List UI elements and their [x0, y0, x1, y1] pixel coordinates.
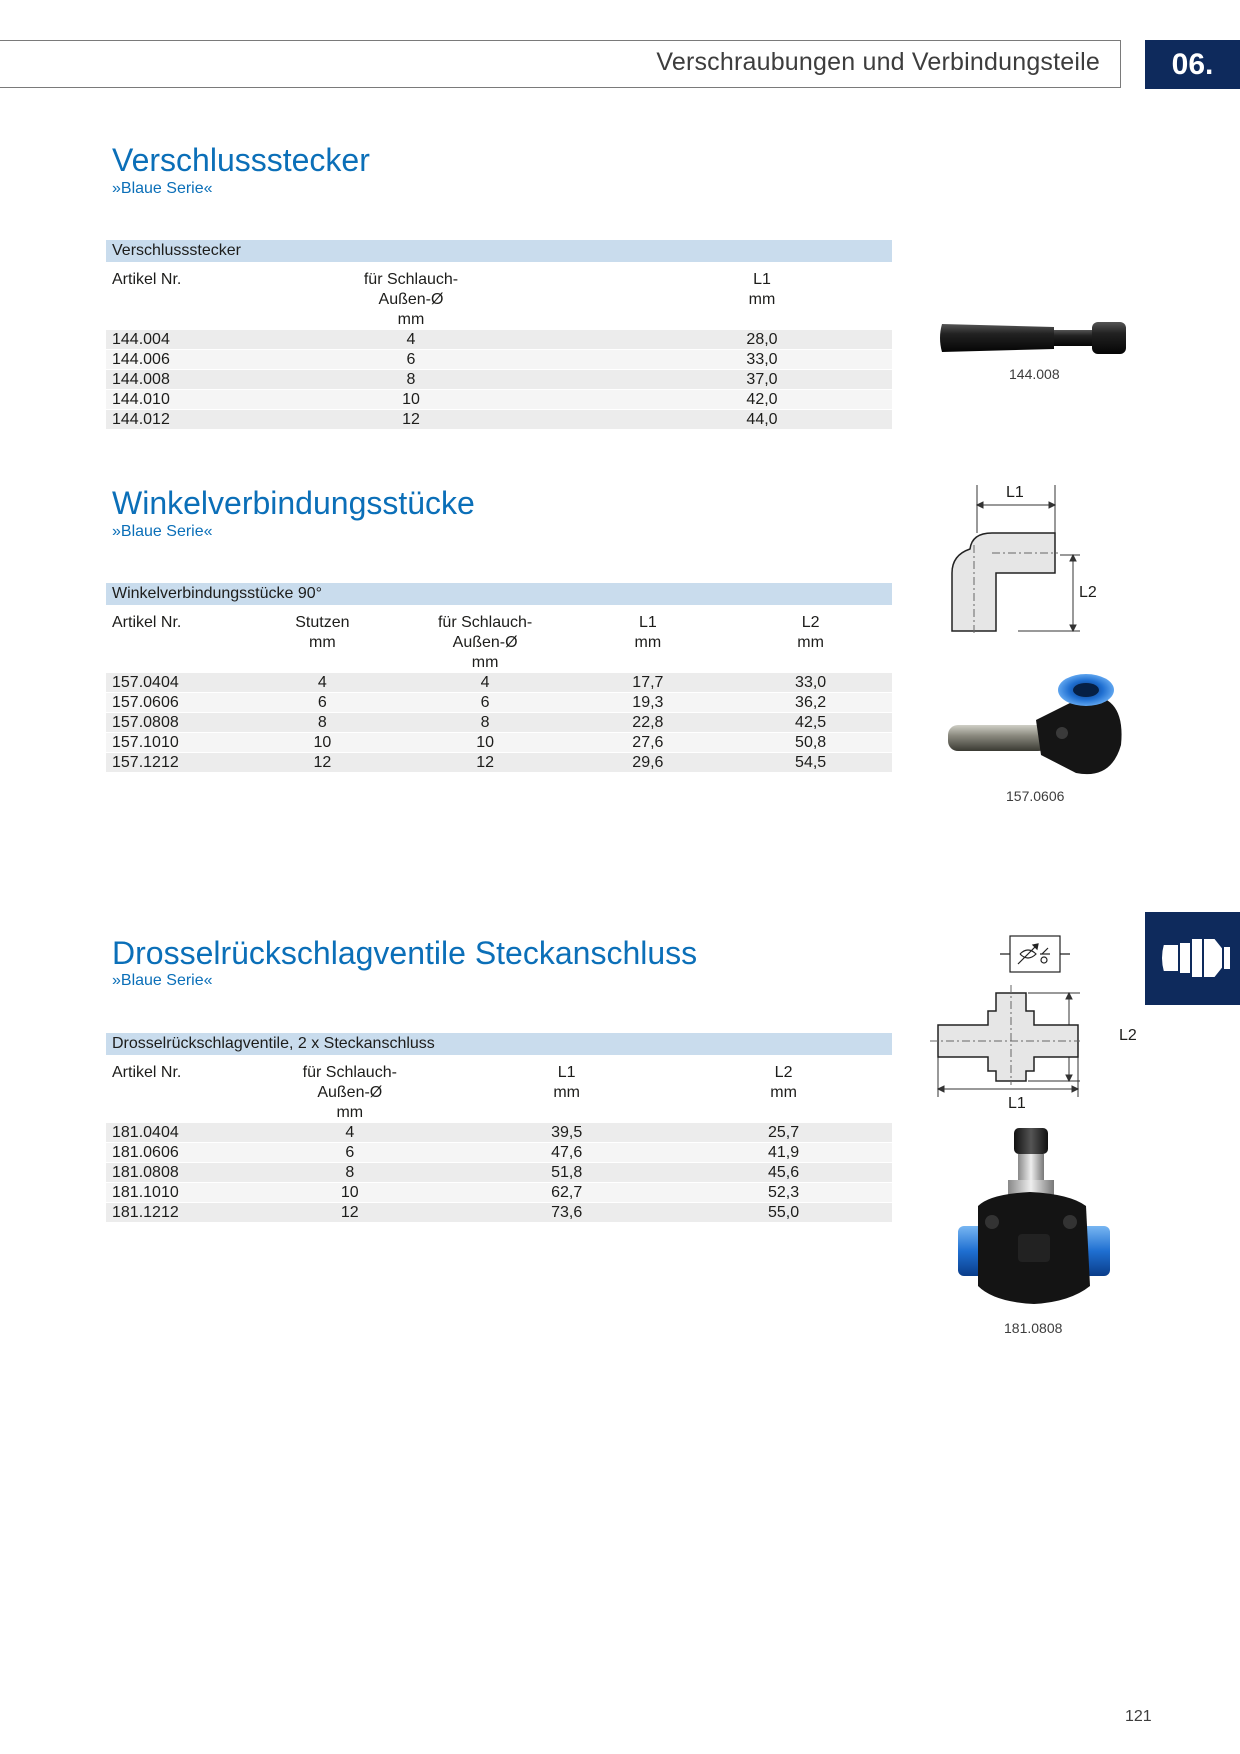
table-cell: 27,6 [632, 734, 664, 751]
col-header: L2 mm [770, 1064, 797, 1101]
article-number-cell: 144.006 [112, 351, 170, 368]
table-row [106, 1163, 892, 1183]
table-row [106, 733, 892, 753]
table-cell: 50,8 [795, 734, 827, 751]
article-number-cell: 181.0606 [112, 1144, 179, 1161]
table-cell: 37,0 [746, 371, 778, 388]
table-cell: 8 [406, 371, 416, 388]
table-cell: 4 [345, 1124, 355, 1141]
chapter-side-tab[interactable] [1145, 912, 1240, 1005]
section-title-winkelverbindungsstuecke: Winkelverbindungsstücke [112, 485, 475, 521]
product-image-valve [930, 1126, 1144, 1312]
article-number-cell: 144.010 [112, 391, 170, 408]
article-number-cell: 157.0808 [112, 714, 179, 731]
table-caption: Verschlussstecker [106, 240, 892, 262]
section-subtitle: »Blaue Serie« [112, 523, 213, 540]
table-cell: 33,0 [795, 674, 827, 691]
table-row [106, 350, 892, 370]
table-cell: 6 [406, 351, 416, 368]
col-header: Artikel Nr. [112, 614, 182, 631]
article-number-cell: 157.1212 [112, 754, 179, 771]
table-cell: 33,0 [746, 351, 778, 368]
article-number-cell: 157.0606 [112, 694, 179, 711]
table-row [106, 390, 892, 410]
image-caption: 157.0606 [1006, 788, 1065, 804]
table-cell: 55,0 [768, 1204, 800, 1221]
table-header [106, 613, 892, 673]
table-cell: 42,0 [746, 391, 778, 408]
table-cell: 51,8 [551, 1164, 583, 1181]
section-subtitle: »Blaue Serie« [112, 180, 213, 197]
dimension-label-l2: L2 [1119, 1027, 1137, 1044]
page-header-title: Verschraubungen und Verbindungsteile [656, 48, 1100, 76]
product-image-elbow [946, 665, 1126, 785]
col-header: Artikel Nr. [112, 1064, 182, 1081]
table-row [106, 1183, 892, 1203]
table-cell: 8 [345, 1164, 355, 1181]
table-cell: 42,5 [795, 714, 827, 731]
table-cell: 54,5 [795, 754, 827, 771]
image-caption: 144.008 [1009, 366, 1060, 382]
table-cell: 8 [317, 714, 327, 731]
table-cell: 12 [476, 754, 495, 771]
table-cell: 4 [480, 674, 490, 691]
table-row [106, 370, 892, 390]
col-header: L2 mm [797, 614, 824, 651]
table-header [106, 1063, 892, 1123]
col-header: für Schlauch- Außen-Ø mm [302, 1064, 397, 1121]
article-number-cell: 181.0808 [112, 1164, 179, 1181]
table-caption: Winkelverbindungsstücke 90° [106, 583, 892, 605]
table-caption: Drosselrückschlagventile, 2 x Steckanschluss [106, 1033, 892, 1055]
table-cell: 36,2 [795, 694, 827, 711]
table-cell: 8 [480, 714, 490, 731]
table-cell: 52,3 [768, 1184, 800, 1201]
table-cell: 22,8 [632, 714, 664, 731]
table-row [106, 673, 892, 693]
table-cell: 10 [476, 734, 495, 751]
article-number-cell: 144.008 [112, 371, 170, 388]
table-header [106, 270, 892, 330]
article-number-cell: 144.004 [112, 331, 170, 348]
article-number-cell: 181.1212 [112, 1204, 179, 1221]
throttle-valve-symbol [1000, 932, 1070, 976]
valve-dimension-drawing [930, 985, 1080, 1097]
col-header: L1 mm [634, 614, 662, 651]
table-row [106, 713, 892, 733]
table-cell: 6 [345, 1144, 355, 1161]
image-caption: 181.0808 [1004, 1320, 1063, 1336]
table-cell: 44,0 [746, 411, 778, 428]
elbow-dimension-drawing [940, 485, 1080, 635]
table-cell: 12 [402, 411, 420, 428]
table-cell: 6 [480, 694, 490, 711]
section-title-drosselrueckschlagventile: Drosselrückschlagventile Steckanschluss [112, 935, 698, 971]
section-title-verschlussstecker: Verschlussstecker [112, 142, 370, 178]
table-cell: 10 [340, 1184, 359, 1201]
chapter-number: 06. [1145, 40, 1240, 89]
article-number-cell: 157.0404 [112, 674, 179, 691]
article-number-cell: 144.012 [112, 411, 170, 428]
table-cell: 12 [313, 754, 332, 771]
col-header: L1 mm [748, 271, 776, 308]
table-drosselrueckschlagventile [106, 1033, 892, 1223]
page-number: 121 [1125, 1708, 1152, 1725]
table-cell: 19,3 [632, 694, 664, 711]
table-cell: 29,6 [632, 754, 664, 771]
table-row [106, 753, 892, 773]
table-cell: 12 [340, 1204, 359, 1221]
table-cell: 25,7 [768, 1124, 800, 1141]
article-number-cell: 181.1010 [112, 1184, 179, 1201]
col-header: für Schlauch- Außen-Ø mm [363, 271, 459, 328]
table-cell: 4 [317, 674, 327, 691]
table-cell: 41,9 [768, 1144, 800, 1161]
dimension-label-l2: L2 [1079, 584, 1097, 601]
col-header: Artikel Nr. [112, 271, 182, 288]
article-number-cell: 181.0404 [112, 1124, 179, 1141]
table-cell: 4 [406, 331, 416, 348]
dimension-label-l1: L1 [1008, 1095, 1026, 1112]
dimension-label-l1: L1 [1006, 484, 1024, 501]
table-cell: 28,0 [746, 331, 778, 348]
fitting-icon [1145, 912, 1240, 1005]
table-row [106, 1143, 892, 1163]
table-cell: 6 [317, 694, 327, 711]
table-cell: 10 [313, 734, 332, 751]
product-image-plug [936, 318, 1132, 358]
table-winkelverbindungsstuecke [106, 583, 892, 773]
table-cell: 17,7 [632, 674, 664, 691]
table-row [106, 410, 892, 430]
table-cell: 47,6 [551, 1144, 583, 1161]
table-cell: 39,5 [551, 1124, 583, 1141]
table-cell: 10 [402, 391, 420, 408]
col-header: für Schlauch- Außen-Ø mm [437, 614, 533, 671]
col-header: L1 mm [553, 1064, 580, 1101]
table-cell: 73,6 [551, 1204, 583, 1221]
table-row [106, 1203, 892, 1223]
table-cell: 62,7 [551, 1184, 583, 1201]
table-row [106, 693, 892, 713]
table-verschlussstecker [106, 240, 892, 430]
table-cell: 45,6 [768, 1164, 800, 1181]
col-header: Stutzen mm [295, 614, 350, 651]
table-row [106, 330, 892, 350]
article-number-cell: 157.1010 [112, 734, 179, 751]
table-row [106, 1123, 892, 1143]
section-subtitle: »Blaue Serie« [112, 972, 213, 989]
